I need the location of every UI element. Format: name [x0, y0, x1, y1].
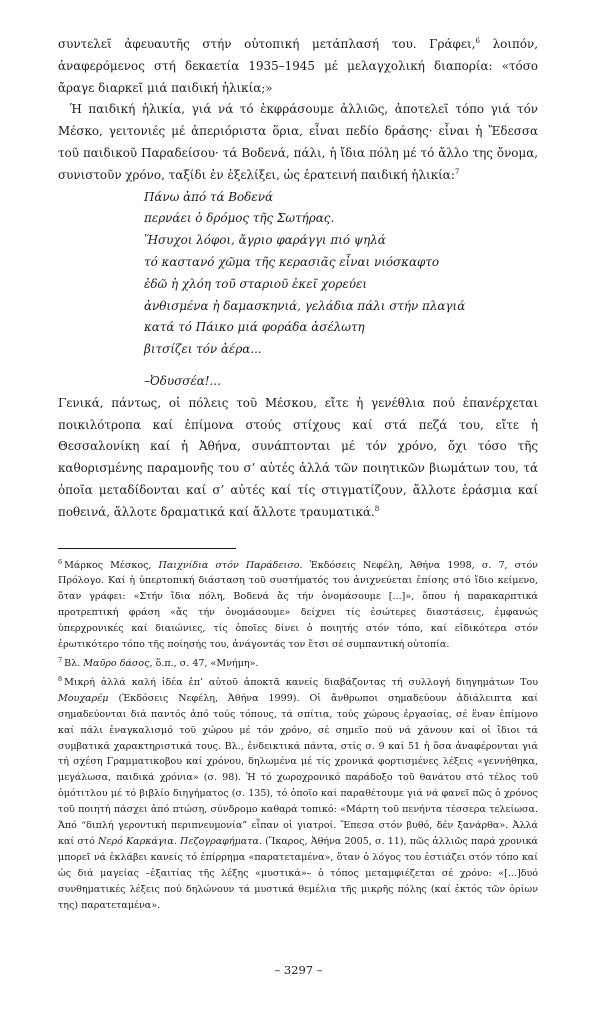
footnote-text: Μάρκος Μέσκος,: [64, 559, 159, 571]
paragraph-1-text-b: λοιπόν, ἀναφερόμενος στή δεκαετία 1935–1945 μέ μελαγχολική διαπορία: «τόσο ἄραγε διαρκεῖ μιά παιδική ἡλικία;»: [58, 37, 538, 95]
footnote-text: , ὅ.π., σ. 47, «Μνήμη».: [149, 657, 259, 669]
page-content: [58, 34, 538, 913]
footnote-book-title: Παιχνίδια στόν Παράδεισο: [158, 559, 300, 571]
paragraph-3-text: Γενικά, πάντως, οἱ πόλεις τοῦ Μέσκου, εἴτε ἡ γενέθλια πού ἐπανέρχεται ποικιλότροπα καί ἐπίμονα στούς στίχους καί στά πεζά του, εἴτε ἡ Θεσσαλονίκη καί ἡ Ἀθήνα, συνάπτονται μέ τόν χρόνο, ὄχι τόσο τῆς καθορισμένης παραμονῆς του σ’ αὐτές ἀλλά τῶν ποιητικῶν βιωμάτων του, τά ὁποῖα μεταδίδονται καί σ’ αὐτές καί τίς στιγματίζουν, ἄλλοτε ἐράσμια καί ποθεινά, ἄλλοτε δραματικά καί ἄλλοτε τραυματικά.: [58, 395, 538, 519]
footnote-divider: [58, 548, 236, 549]
footnote-book-title: Μουχαρέμ: [58, 692, 109, 704]
footnote-8: [58, 672, 538, 914]
footnote-text: Βλ.: [64, 657, 84, 669]
poem-quote: [144, 187, 538, 361]
paragraph-3: [58, 393, 538, 524]
footnote-book-title: Μαῦρο δάσος: [83, 657, 150, 669]
poem-line: Ἥσυχοι λόφοι, ἄγριο φαράγγι πιό ψηλά: [144, 233, 386, 248]
footnote-7: [58, 653, 538, 672]
poem-closing-dash: –: [144, 373, 150, 388]
paragraph-2-text: Ἡ παιδική ἡλικία, γιά νά τό ἐκφράσουμε ἀλλιῶς, ἀποτελεῖ τόπο γιά τόν Μέσκο, γειτονιές μέ ἀπεριόριστα ὅρια, εἶναι πεδίο δράσης· εἶναι ἡ Ἔδεσσα τοῦ παιδικοῦ Παραδείσου· τά Βοδενά, πάλι, ἡ ἴδια πόλη μέ τό ἄλλο της ὄνομα, συνιστοῦν χρόνο, ταξίδι ἐν ἐξελίξει, ὡς ἐρατεινή παιδική ἡλικία:: [58, 102, 538, 182]
footnote-ref-7: 7: [454, 167, 460, 176]
page-number: – 3297 –: [274, 963, 323, 977]
footnote-ref-6: 6: [475, 37, 480, 46]
poem-closing-text: Ὀδυσσέα!...: [149, 373, 221, 388]
poem-line: κατά τό Πάικο μιά φοράδα ἀσέλωτη: [144, 320, 365, 335]
footnote-text: Μικρή ἀλλά καλή ἰδέα ἐπ’ αὐτοῦ ἀποκτᾶ κανείς διαβάζοντας τή συλλογή διηγημάτων Του: [64, 676, 538, 688]
footnote-book-title: Νερό Καρκάγια. Πεζογραφήματα: [98, 835, 259, 847]
footnote-text: . (Ἴκαρος, Ἀθήνα 2005, σ. 11), πῶς ἀλλιῶς παρά χρονικά μπορεῖ νά ἐκλάβει κανείς τό ἐπίρρημα «παρατεταμένα», ὅταν ὁ λόγος του ἑστιάζει στόν τόπο καί ὡς διά μαγείας –ἐξαιτίας τῆς λέξης «μυστικά»– ὁ τόπος μεταμφιέζεται σέ χρόνο: «[...]δυό συνθηματικές λέξεις πού δηλώνουν τά μυστικά θεμέλια τῆς μικρῆς πόλης (καί ἐκτός τῶν ὁρίων της) παρατεταμένα».: [58, 835, 538, 911]
paragraph-1: [58, 34, 538, 99]
footnote-number: 6: [58, 557, 63, 566]
paragraph-1-text-a: συντελεῖ ἀφευαυτῆς στήν οὐτοπική μετάπλασή του. Γράφει,: [58, 37, 476, 51]
footnote-ref-8: 8: [374, 504, 380, 513]
footnote-number: 7: [58, 655, 63, 664]
footnote-6: [58, 555, 538, 653]
poem-line: Πάνω ἀπό τά Βοδενά: [144, 189, 273, 204]
poem-line: βιτσίζει τόν ἀέρα...: [144, 342, 262, 357]
poem-closing-line: [144, 371, 538, 393]
footnote-text: (Ἐκδόσεις Νεφέλη, Ἀθήνα 1999). Οἱ ἄνθρωποι σημαδεύουν ἀδιάλειπτα καί σημαδεύονται διά παντός ἀπό τούς τόπους, τά σπίτια, τούς χώρους ἐργασίας, σέ ἕναν ἐπίμονο καί πάλι ἐναγκαλισμό τοῦ χώρου μέ τόν χρόνο, σέ σημεῖο πού νά χάνουν καί οἱ ἴδιοι τά συμβατικά χαρακτηριστικά τους. Βλ., ἐνδεικτικά πάντα, στίς σ. 9 καί 51 ἡ ὅσα ἀναφέρονται γιά τή σχέση Γραμματικοβου καί χρόνου, δηλωμένα μέ τίς χρονικά φορτισμένες λέξεις «γεννήθηκα, μεγάλωσα, παιδικά χρόνια» (σ. 98). Ἡ τό χωροχρονικό παράδοξο τοῦ θανάτου στό τέλος τοῦ ὁμότιτλου μέ τό βιβλίο διηγήματος (σ. 135), τό ὁποῖο καί παραθέτουμε γιά νά φανεῖ πῶς ὁ χρόνος τοῦ ποιητή πάσχει ἀπό πτώση, σύνδρομο καθαρά τοπικό: «Μάρτη τοῦ πενήντα τέσσερα τελείωσα. Ἀπό “διπλή γεροντική περιπνευμονία” εἶπαν οἱ γιατροί. Ἔπεσα στόν βυθό, δέν ξανάρθα». Ἀλλά καί στό: [58, 692, 538, 847]
paragraph-2: [58, 99, 538, 186]
poem-line: ἐδῶ ἡ χλόη τοῦ σταριοῦ ἐκεῖ χορεύει: [144, 276, 368, 291]
footnotes: [58, 555, 538, 914]
poem-line: τό καστανό χῶμα τῆς κερασιᾶς εἶναι νιόσκαφτο: [144, 254, 440, 269]
footnote-number: 8: [58, 674, 63, 683]
poem-line: περνάει ὁ δρόμος τῆς Σωτήρας.: [144, 211, 335, 226]
footnote-text: . Ἐκδόσεις Νεφέλη, Ἀθήνα 1998, σ. 7, στόν Πρόλογο. Καί ἡ ὑπερτοπική διάσταση τοῦ συστήματός του ἀνιχνεύεται ἐπίσης στό ἴδιο κείμενο, ὅταν γράφει: «Στήν ἴδια πόλη, Βοδενά ἄς τήν ὀνομάσουμε [...]», ὅπου ἡ παρακαρπτικά προτρεπτική φράση «ἄς τήν ὀνομάσουμε» δείχνει τίς ἐσώτερες διαστάσεις, ἐμφανώς ὑπερχρονικές καί διαιώνιες, τίς ὁποῖες δίνει ὁ ποιητής στόν τόπο, καί εἰδικότερα στόν ἐρωτικότερο τόπο τῆς ποίησής του, ἀνάγοντάς τον ἔτσι σέ συμπαντική οὐτοπία.: [58, 559, 538, 651]
poem-line: ἀνθισμένα ἡ δαμασκηνιά, γελάδια πάλι στήν πλαγιά: [144, 298, 466, 313]
